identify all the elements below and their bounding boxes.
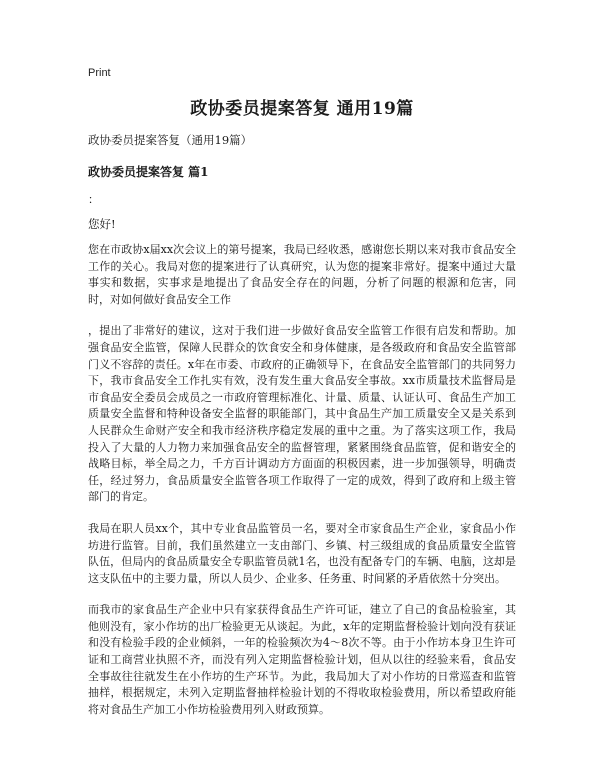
document-title: 政协委员提案答复 通用19篇 <box>190 99 414 119</box>
paragraph-1: 您在市政协x届xx次会议上的第号提案，我局已经收悉，感谢您长期以来对我市食品安全工作的关心。我局对您的提案进行了认真研究，认为您的提案非常好。提案中通过大量事实和数据，实事求是地提出了食品安全存在的问题，分析了问题的根源和危害，同时，对如何做好食品安全工作 <box>88 243 516 306</box>
print-label[interactable]: Print <box>88 67 111 79</box>
colon-mark: ： <box>88 193 99 206</box>
paragraph-2: ，提出了非常好的建议，这对于我们进一步做好食品安全监管工作很有启发和帮助。加强食品安全监管，保障人民群众的饮食安全和身体健康，是各级政府和食品安全监管部门义不容辞的责任。x年在市委、市政府的正确领导下，在食品安全监管部门的共同努力下，我市食品安全工作扎实有效，没有发生重大食品安全事故。xx市质量技术监督局是市食品安全委员会成员之一市政府管理标准化、计量、质量、认证认可、食品生产加工质量安全监督和特种设备安全监督的职能部门，其中食品生产加工质量安全又是关系到人民群众生命财产安全和我市经济秩序稳定发展的重中之重。为了落实这项工作，我局投入了大量的人力物力来加强食品安全的监督管理，紧紧围绕食品监管，促和谐安全的战略目标，举全局之力，千方百计调动方方面面的积极因素，进一步加强领导，明确责任，经过努力，食品质量安全监管各项工作取得了一定的成效，得到了政府和上级主管部门的肯定。 <box>88 324 516 504</box>
paragraph-3: 我局在职人员xx个，其中专业食品监管员一名，要对全市家食品生产企业，家食品小作坊进行监管。目前，我们虽然建立一支由部门、乡镇、村三级组成的食品质量安全监管队伍，但局内的食品质量安全专职监管员就1名，也没有配备专门的车辆、电脑，这却是这支队伍中的主要力量，所以人员少、企业多、任务重、时间紧的矛盾依然十分突出。 <box>88 521 516 585</box>
document-page <box>88 66 516 733</box>
document-subtitle: 政协委员提案答复（通用19篇） <box>88 133 253 147</box>
paragraph-4: 而我市的家食品生产企业中只有家获得食品生产许可证，建立了自己的食品检验室，其他则没有，家小作坊的出厂检验更无从谈起。为此，x年的定期监督检验计划向没有获证和没有检验手段的企业倾斜，一年的检验频次为4～8次不等。由于小作坊本身卫生许可证和工商营业执照不齐，而没有列入定期监督检验计划，但从以往的经验来看，食品安全事故往往就发生在小作坊的生产环节。为此，我局加大了对小作坊的日常巡查和监管抽样，根据规定，未列入定期监督抽样检验计划的不得收取检验费用，所以希望政府能将对食品生产加工小作坊检验费用列入财政预算。 <box>88 603 516 716</box>
greeting: 您好! <box>88 217 116 231</box>
section-heading: 政协委员提案答复 篇1 <box>88 165 209 179</box>
